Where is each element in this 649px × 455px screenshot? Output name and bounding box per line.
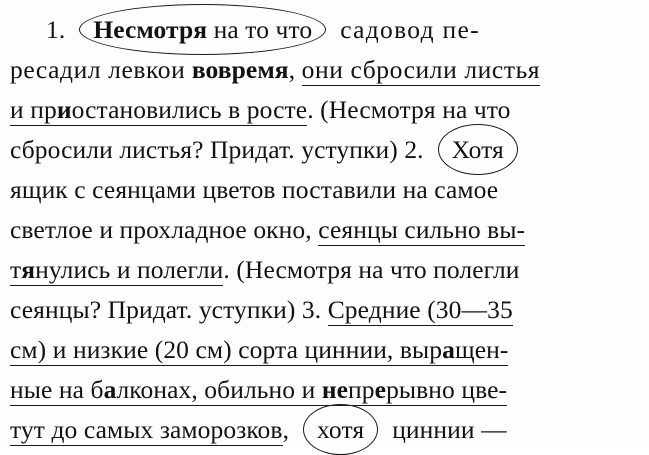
text-line — [10, 250, 639, 290]
line3-bold: и — [56, 95, 72, 124]
line11-a: тут до самых заморозков — [10, 415, 283, 444]
text-line — [10, 410, 639, 450]
line2-bold: вовремя — [191, 55, 289, 84]
line10-bold-3: е — [374, 375, 387, 404]
line8-underlined: Средние (30—35 — [327, 295, 513, 324]
line6-underlined: сеянцы сильно вы- — [318, 215, 526, 244]
line2-underlined: они сбросили листья — [301, 55, 541, 84]
text-line — [10, 210, 639, 250]
exercise-text — [10, 10, 639, 450]
text-line — [10, 170, 639, 210]
text-line — [10, 130, 639, 170]
text-line — [10, 370, 639, 410]
line11-comma: , — [282, 415, 290, 444]
line6-a: светлое и прохладное окно, — [10, 215, 312, 244]
text-line — [10, 10, 639, 50]
line10-c: лконах, обильно и — [116, 375, 316, 404]
circled-word-bold: Несмотря — [93, 15, 208, 44]
item-number-1: 1. — [46, 15, 66, 44]
line10-a: ные на б — [10, 375, 104, 404]
text-line — [10, 330, 639, 370]
line7-d: . (Несмотря на что полегли — [223, 255, 520, 284]
line2-comma: , — [288, 55, 296, 84]
circled-word-rest: на то что — [213, 15, 313, 44]
line11-d: циннии — — [392, 415, 507, 444]
circled-word: Хотя — [451, 135, 504, 164]
line4-a: сбросили листья? Придат. уступки) 2. — [10, 135, 424, 164]
line9-a: см) и низкие (20 см) сорта циннии, выр — [10, 335, 443, 364]
line3-d: . (Несмотря на что — [307, 95, 511, 124]
line10-bold-2: не — [321, 375, 349, 404]
line7-a: т — [10, 255, 22, 284]
line10-g: рывно цве- — [386, 375, 508, 404]
circled-word: хотя — [317, 415, 365, 444]
line3-a: и пр — [10, 95, 57, 124]
line9-c: щен- — [454, 335, 509, 364]
text-line — [10, 50, 639, 90]
line10-bold-1: а — [103, 375, 117, 404]
line5-a: ящик с сеянцами цветов поставили на самое — [10, 175, 499, 204]
text-line — [10, 90, 639, 130]
circled-conjunction-2 — [438, 130, 518, 170]
line2-a: ресадил левкои — [10, 55, 186, 84]
line10-e: пр — [348, 375, 375, 404]
text-line — [10, 290, 639, 330]
line1-tail: садовод пе- — [340, 15, 480, 44]
line9-bold: а — [442, 335, 455, 364]
line7-bold: я — [21, 255, 36, 284]
circled-conjunction-3 — [303, 410, 378, 450]
line8-a: сеянцы? Придат. уступки) 3. — [10, 295, 322, 324]
line3-c: остановились в росте — [71, 95, 308, 124]
line7-c: нулись и полегли — [35, 255, 224, 284]
circled-conjunction-1 — [79, 10, 326, 50]
